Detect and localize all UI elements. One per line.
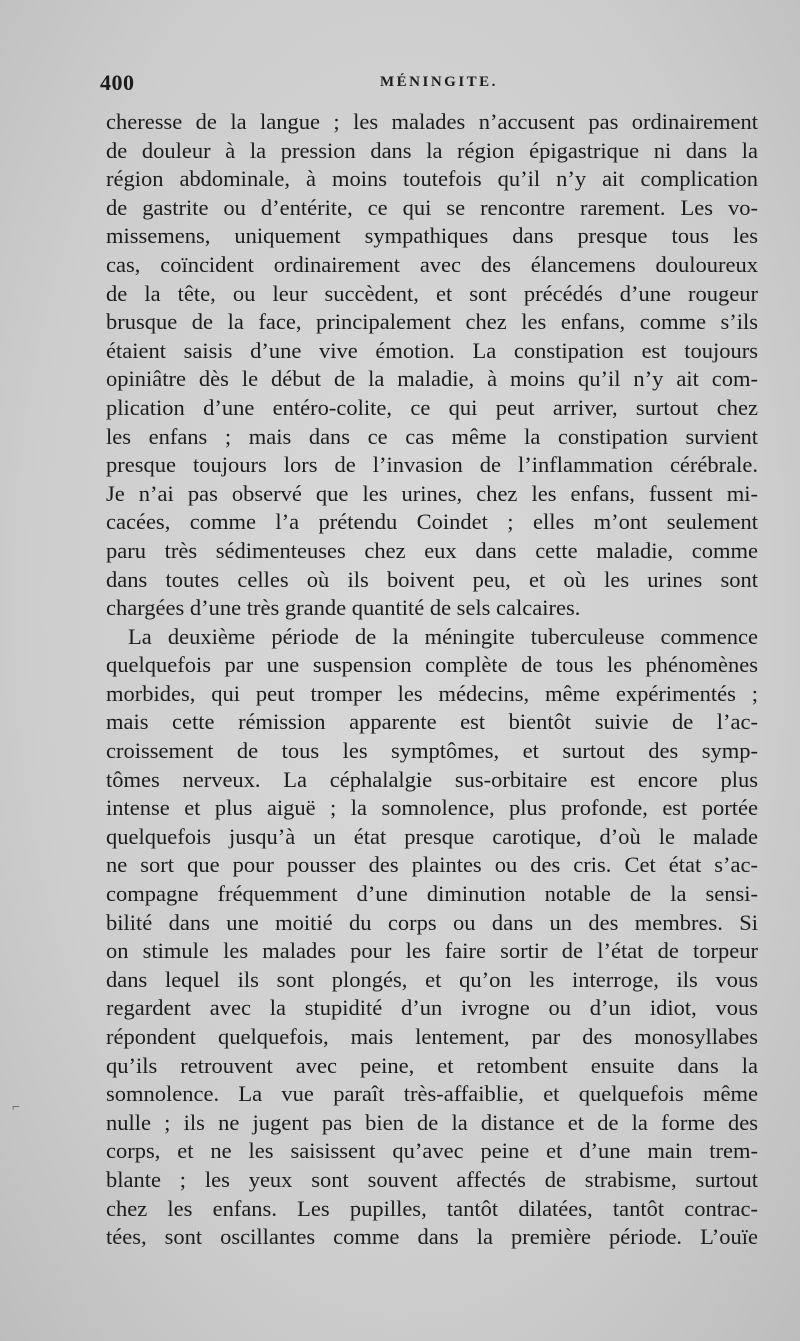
text-line: presque toujours lors de l’invasion de l’inflammation cérébrale. (106, 452, 758, 478)
text-line: morbides, qui peut tromper les médecins, même expérimentés ; (106, 680, 758, 706)
text-line: de douleur à la pression dans la région épigastrique ni dans la (106, 137, 758, 163)
text-line: étaient saisis d’une vive émotion. La constipation est toujours (106, 337, 758, 363)
paragraph-end-line: chargées d’une très grande quantité de sels calcaires. (106, 595, 581, 621)
text-line: tômes nerveux. La céphalalgie sus-orbitaire est encore plus (106, 766, 758, 792)
text-line: tées, sont oscillantes comme dans la première période. L’ouïe (106, 1224, 758, 1250)
text-line: on stimule les malades pour les faire sortir de l’état de torpeur (106, 938, 758, 964)
paragraph-start-line: La deuxième période de la méningite tuberculeuse commence (128, 623, 758, 649)
margin-mark: ⌐ (12, 1100, 20, 1115)
text-line: brusque de la face, principalement chez les enfans, comme s’ils (106, 309, 758, 335)
text-line: ne sort que pour pousser des plaintes ou des cris. Cet état s’ac- (106, 852, 758, 878)
text-line: opiniâtre dès le début de la maladie, à moins qu’il n’y ait com- (106, 366, 758, 392)
text-line: de la tête, ou leur succèdent, et sont précédés d’une rougeur (106, 280, 758, 306)
text-line: les enfans ; mais dans ce cas même la constipation survient (106, 423, 758, 449)
text-line: croissement de tous les symptômes, et surtout des symp- (106, 738, 758, 764)
text-line: dans toutes celles où ils boivent peu, et où les urines sont (106, 566, 758, 592)
text-line: quelquefois jusqu’à un état presque carotique, d’où le malade (106, 823, 758, 849)
text-line: dans lequel ils sont plongés, et qu’on les interroge, ils vous (106, 966, 758, 992)
text-line: bilité dans une moitié du corps ou dans un des membres. Si (106, 909, 758, 935)
text-line: Je n’ai pas observé que les urines, chez les enfans, fussent mi- (106, 480, 758, 506)
text-line: cas, coïncident ordinairement avec des élancemens douloureux (106, 251, 758, 277)
text-line: regardent avec la stupidité d’un ivrogne ou d’un idiot, vous (106, 995, 758, 1021)
text-line: cacées, comme l’a prétendu Coindet ; elles m’ont seulement (106, 509, 758, 535)
text-line: missemens, uniquement sympathiques dans presque tous les (106, 223, 758, 249)
text-line: somnolence. La vue paraît très-affaiblie, et quelquefois même (106, 1081, 758, 1107)
text-line: nulle ; ils ne jugent pas bien de la distance et de la forme des (106, 1109, 758, 1135)
text-line: répondent quelquefois, mais lentement, par des monosyllabes (106, 1024, 758, 1049)
text-line: paru très sédimenteuses chez eux dans cette maladie, comme (106, 537, 758, 563)
text-line: de gastrite ou d’entérite, ce qui se rencontre rarement. Les vo- (106, 194, 758, 220)
body-text (106, 108, 758, 1252)
text-line: corps, et ne les saisissent qu’avec peine et d’une main trem- (106, 1138, 758, 1164)
page-header (100, 70, 760, 100)
text-line: qu’ils retrouvent avec peine, et retombent ensuite dans la (106, 1052, 758, 1078)
text-line: région abdominale, à moins toutefois qu’il n’y ait complication (106, 166, 758, 192)
text-line: quelquefois par une suspension complète de tous les phénomènes (106, 652, 758, 678)
text-line: cheresse de la langue ; les malades n’accusent pas ordinairement (106, 109, 758, 134)
page-number: 400 (100, 70, 135, 95)
text-line: chez les enfans. Les pupilles, tantôt dilatées, tantôt contrac- (106, 1195, 758, 1221)
text-line: intense et plus aiguë ; la somnolence, plus profonde, est portée (106, 795, 758, 821)
text-line: mais cette rémission apparente est bientôt suivie de l’ac- (106, 709, 758, 735)
text-line: blante ; les yeux sont souvent affectés de strabisme, surtout (106, 1166, 758, 1192)
text-line: compagne fréquemment d’une diminution notable de la sensi- (106, 881, 758, 907)
running-title: MÉNINGITE. (380, 74, 498, 90)
text-line: plication d’une entéro-colite, ce qui peut arriver, surtout chez (106, 394, 758, 420)
